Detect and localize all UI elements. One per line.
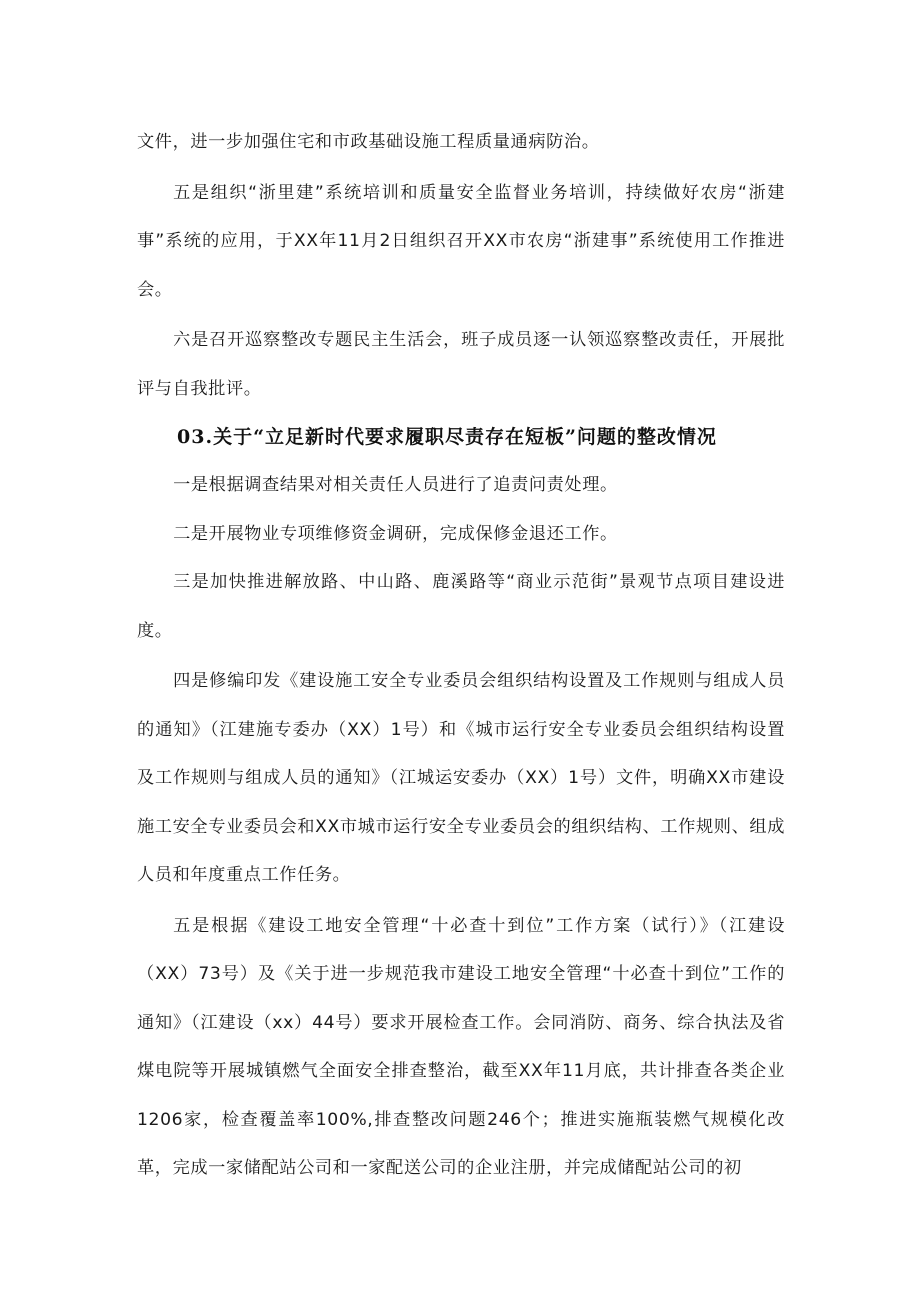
document-page — [137, 118, 785, 1193]
list-item-one: 一是根据调查结果对相关责任人员进行了追责问责处理。 — [173, 475, 618, 495]
list-item-three: 三是加快推进解放路、中山路、鹿溪路等“商业示范街”景观节点项目建设进度。 — [137, 572, 785, 641]
list-item-four: 四是修编印发《建设施工安全专业委员会组织结构设置及工作规则与组成人员的通知》（江建施专委办（XX）1号）和《城市运行安全专业委员会组织结构设置及工作规则与组成人员的通知》（江城运安委办（XX）1号）文件，明确XX市建设施工安全专业委员会和XX市城市运行安全专业委员会的组织结构、工作规则、组成人员和年度重点工作任务。 — [137, 671, 785, 885]
list-item-two: 二是开展物业专项维修资金调研，完成保修金退还工作。 — [173, 523, 618, 544]
paragraph-continuation: 文件，进一步加强住宅和市政基础设施工程质量通病防治。 — [137, 132, 600, 152]
section-heading — [137, 413, 785, 461]
paragraph-item-five-zhelijian: 五是组织“浙里建”系统培训和质量安全监督业务培训，持续做好农房“浙建事”系统的应用，于XX年11月2日组织召开XX市农房“浙建事”系统使用工作推进会。 — [137, 182, 785, 300]
list-item-five: 五是根据《建设工地安全管理“十必查十到位”工作方案（试行）》（江建设（XX）73号）及《关于进一步规范我市建设工地安全管理“十必查十到位”工作的通知》（江建设（xx）44号）要求开展检查工作。会同消防、商务、综合执法及省煤电院等开展城镇燃气全面安全排查整治，截至XX年11月底，共计排查各类企业1206家，检查覆盖率100%,排查整改问题246个；推进实施瓶装燃气规模化改革，完成一家储配站公司和一家配送公司的企业注册，并完成储配站公司的初 — [137, 915, 785, 1178]
section-title: 关于“立足新时代要求履职尽责存在短板”问题的整改情况 — [213, 426, 717, 448]
section-number: 03. — [177, 426, 214, 448]
paragraph-item-six-democratic-meeting: 六是召开巡察整改专题民主生活会，班子成员逐一认领巡察整改责任，开展批评与自我批评。 — [137, 330, 785, 399]
